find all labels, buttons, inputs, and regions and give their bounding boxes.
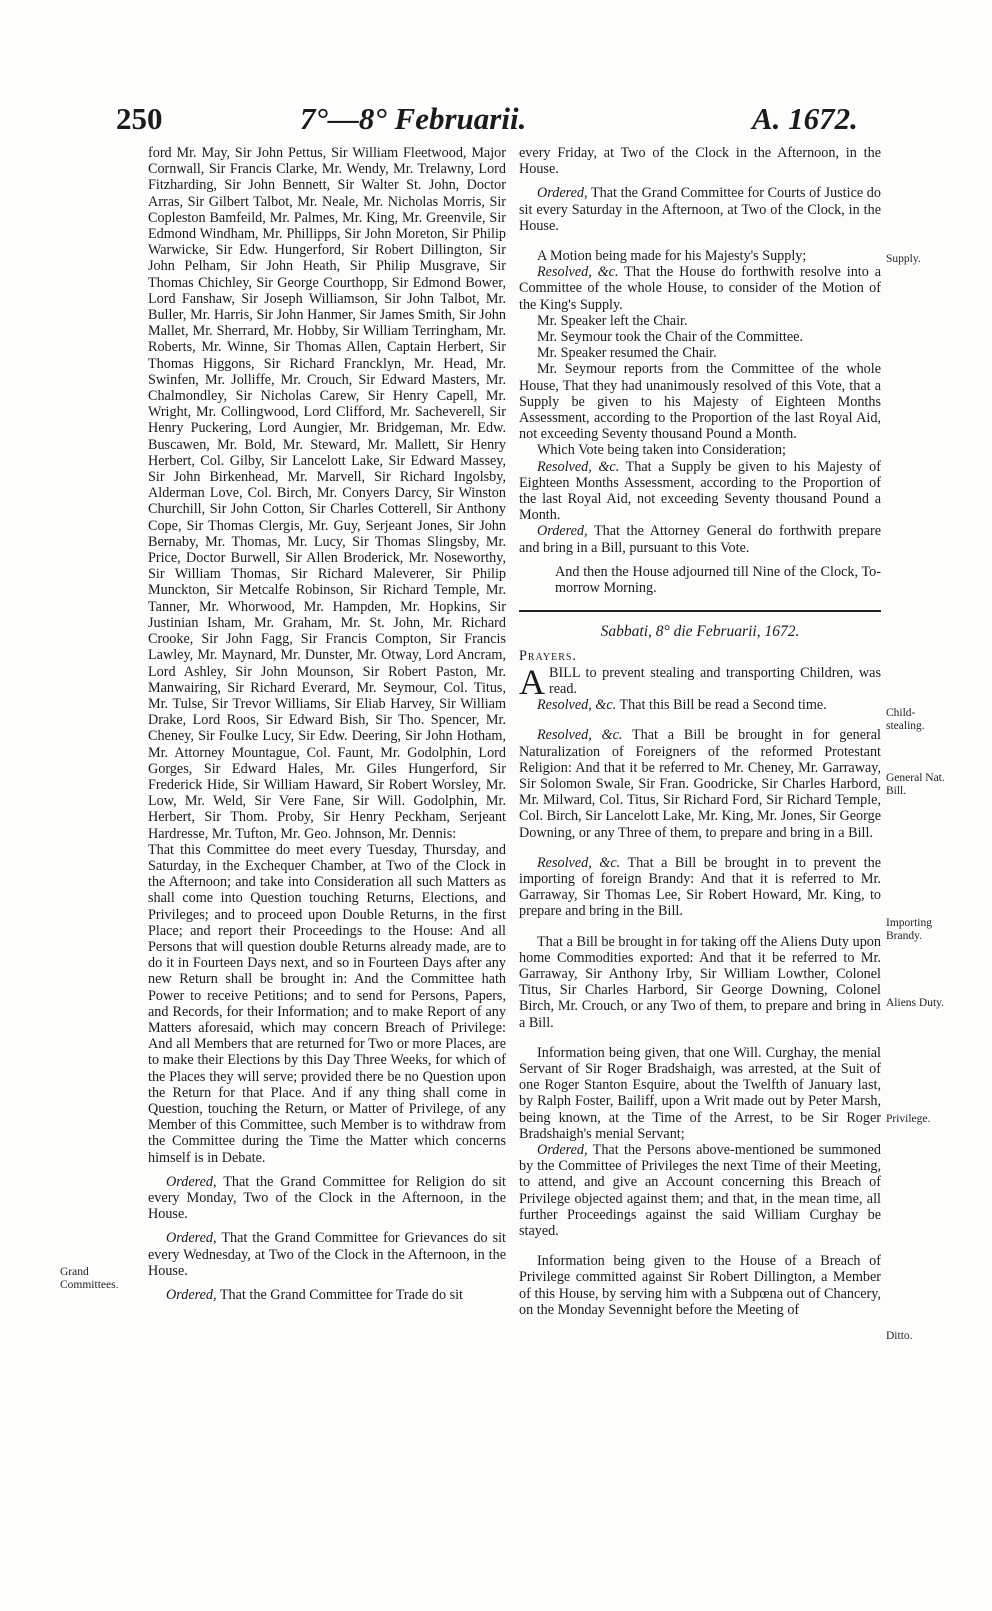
page-header xyxy=(0,101,992,149)
vote-consideration: Which Vote being taken into Consideration; xyxy=(537,442,786,459)
margin-note-supply: Supply. xyxy=(886,253,921,265)
ordered-label: Ordered, xyxy=(166,1230,217,1247)
trade-order: Ordered, That the Grand Committee for Trade do sit xyxy=(166,1287,463,1304)
summoned-order: Ordered, That the Persons above-mentioned be summoned by the Committee of Privileges the next Time of their Meeting, to attend, and give an Account concerning this Breach of Privilege objected against them; and that, in the mean time, all further Proceedings against the said William Curghay be stayed. xyxy=(519,1141,881,1239)
prayers-heading: Prayers. xyxy=(519,648,577,665)
aliens-duty-paragraph: That a Bill be brought in for taking off the Aliens Duty upon home Commodities exported: And that it be referred to Mr. Garraway, Sir Anthony Irby, Sir William Lowther, Colonel Titus, Sir Charles Harbord, Sir George Downing, Colonel Birch, Mr. Crouch, or any Two of them, to prepare and bring in a Bill. xyxy=(519,933,881,1031)
page-number: 250 xyxy=(116,101,163,136)
page-year: A. 1672. xyxy=(752,101,858,136)
speaker-left: Mr. Speaker left the Chair. xyxy=(537,312,688,329)
ordered-label: Ordered, xyxy=(166,1287,217,1304)
section-divider xyxy=(519,610,881,612)
child-stealing-bill: ABILL to prevent stealing and transporting Children, was read. xyxy=(519,661,881,702)
grievances-order: Ordered, That the Grand Committee for Grievances do sit every Wednesday, at Two of the Clock in the Afternoon, in the House. xyxy=(148,1230,506,1279)
margin-note-ditto: Ditto. xyxy=(886,1330,913,1342)
drop-cap: A xyxy=(519,661,545,702)
supply-motion: A Motion being made for his Majesty's Supply; xyxy=(537,248,807,265)
members-list: ford Mr. May, Sir John Pettus, Sir William Fleetwood, Major Cornwall, Sir Francis Clarke, Mr. Wendy, Mr. Trelawny, Lord Fitzharding, Sir John Bennett, Sir Walter St. John, Doctor Arras, Sir Gilbert Talbot, Mr. Neale, Mr. Nicholas Morris, Sir Copleston Bamfeild, Mr. Palmes, Mr. King, Mr. Greenvile, Sir Edmond Windham, Mr. Phillipps, Sir John Moreton, Sir Philip Warwicke, Sir Edw. Hungerford, Sir Robert Dillington, Sir John Pelham, Sir John Heath, Sir Philip Musgrave, Sir Thomas Chichley, Sir George Courthopp, Sir Edmond Bower, Lord Fanshaw, Sir Joseph Williamson, Sir John Talbot, Mr. Buller, Mr. Harris, Sir John Hanmer, Sir James Smith, Sir John Mallet, Mr. Sherrard, Mr. Hobby, Sir William Terringham, Mr. Roberts, Mr. Winne, Sir Thomas Allen, Captain Herbert, Sir Thomas Higgons, Sir Richard Francklyn, Mr. Head, Mr. Swinfen, Mr. Jolliffe, Mr. Crouch, Sir Edward Masters, Mr. Chalmondley, Sir Nicholas Carew, Sir Henry Capell, Mr. Wright, Mr. Collingwood, Lord Clifford, Mr. Sacheverell, Sir Henry Puckering, Lord Aungier, Mr. Bridgeman, Mr. Edw. Buscawen, Mr. Bold, Mr. Steward, Mr. Mallett, Sir Henry Herbert, Col. Gilby, Sir Lancelott Lake, Sir Edward Massey, Sir John Birkenhead, Mr. Marvell, Sir Richard Ingolsby, Alderman Love, Col. Birch, Mr. Conyers Darcy, Sir Winston Churchill, Sir John Cotton, Sir Charles Cotterell, Sir Anthony Cope, Sir Thomas Clergis, Mr. Guy, Serjeant Jones, Sir John Bernaby, Mr. Thomas, Mr. Lucy, Sir Thomas Slingsby, Mr. Price, Doctor Burwell, Sir Allen Broderick, Mr. Noseworthy, Sir William Thomas, Sir Richard Maleverer, Sir Philip Munckton, Sir Metcalfe Robinson, Sir Richard Temple, Mr. Tanner, Mr. Whorwood, Mr. Hampden, Mr. Hopkins, Sir Justinian Isham, Mr. Graham, Mr. St. John, Mr. Richard Crooke, Sir John Fagg, Sir Francis Compton, Sir Francis Lawley, Mr. Maynard, Mr. Dunster, Mr. Otway, Lord Ancram, Lord Ashley, Sir John Mounson, Sir Robert Paston, Mr. Manwairing, Sir Richard Everard, Mr. Seymour, Col. Titus, Mr. Tulse, Sir Trevor Williams, Sir Eliab Harvey, Sir William Drake, Lord Roos, Sir Edward Bish, Sir Tho. Spencer, Mr. Cheney, Sir Foulke Lucy, Sir Edw. Deering, Sir John Hotham, Mr. Attorney Mountague, Col. Faunt, Mr. Godolphin, Lord Gorges, Sir Edward Hales, Mr. Giles Hungerford, Sir Frederick Hide, Sir William Haward, Sir Robert Worsley, Mr. Low, Mr. Weld, Sir Vere Fane, Sir Will. Godolphin, Mr. Herbert, Sir Thom. Proby, Sir Henry Peckham, Serjeant Hardresse, Mr. Tufton, Mr. Geo. Johnson, Mr. Dennis: xyxy=(148,145,506,842)
seymour-report: Mr. Seymour reports from the Committee of the whole House, That they had unanimously resolved of this Vote, that a Supply be given to his Majesty of Eighteen Months Assessment, according to the Proportion of the last Royal Aid, not exceeding Seventy thousand Pound a Month. xyxy=(519,361,881,443)
margin-note-importing-brandy: Importing Brandy. xyxy=(886,917,932,942)
page-date-heading: 7°—8° Februarii. xyxy=(300,101,527,136)
brandy-resolution: Resolved, &c. That a Bill be brought in to prevent the importing of foreign Brandy: And that it is referred to Mr. Garraway, Sir Thomas Lee, Sir Robert Howard, Mr. King, to prepare and bring in the Bill. xyxy=(519,854,882,920)
courts-order: Ordered, That the Grand Committee for Courts of Justice do sit every Saturday in the Afternoon, at Two of the Clock, in the House. xyxy=(519,185,881,234)
committee-powers-paragraph: That this Committee do meet every Tuesday, Thursday, and Saturday, in the Exchequer Chamber, at Two of the Clock in the Afternoon; and take into Consideration all such Matters as shall come into Question touching Returns, Elections, and Privileges; and to proceed upon Double Returns, in the first Place; and report their Proceedings to the House: And all Persons that will question double Returns already made, are to do it in Fourteen Days next, and so in Fourteen Days after any new Return shall be brought in: And the Committee hath Power to receive Petitions; and to send for Persons, Papers, and Records, for their Information; and to make Report of any Matters aforesaid, which may concern Breach of Privilege: And all Members that are returned for Two or more Places, are to make their Elections by this Day Three Weeks, for which of the Places they will serve; provided there be no Question upon the Return for that Place. And if any thing shall come in Question, touching the Return, or Matter of Privilege, of any Member of this Committee, such Member is to withdraw from the Committee during the Time the Matter which concerns himself is in Debate. xyxy=(148,841,506,1166)
religion-order: Ordered, That the Grand Committee for Religion do sit every Monday, Two of the Clock in the Afternoon, in the House. xyxy=(148,1173,506,1223)
left-column xyxy=(148,145,506,1303)
trade-order-continued: every Friday, at Two of the Clock in the Afternoon, in the House. xyxy=(519,145,881,178)
second-reading: Resolved, &c. That this Bill be read a Second time. xyxy=(537,697,827,714)
speaker-resumed: Mr. Speaker resumed the Chair. xyxy=(537,345,717,362)
supply-resolution: Resolved, &c. That the House do forthwith resolve into a Committee of the whole House, to consider of the Motion of the King's Supply. xyxy=(519,264,881,313)
ordered-label: Ordered, xyxy=(166,1173,217,1190)
supply-given-resolution: Resolved, &c. That a Supply be given to his Majesty of Eighteen Months Assessment, according to the Proportion of the last Royal Aid, not exceeding Seventy thousand Pound a Month. xyxy=(519,458,881,524)
margin-note-aliens-duty: Aliens Duty. xyxy=(886,997,945,1009)
naturalization-resolution: Resolved, &c. That a Bill be brought in for general Naturalization of Foreigners of the reformed Protestant Religion: And that it be referred to Mr. Cheney, Mr. Garraway, Sir Solomon Swale, Sir Fran. Goodricke, Sir Charles Harbord, Mr. Milward, Col. Titus, Sir Richard Ford, Sir Richard Temple, Col. Birch, Sir Lancelott Lake, Mr. King, Mr. Jones, Sir George Downing, or any Three of them, to prepare and bring in a Bill. xyxy=(519,727,881,841)
dillington-information: Information being given to the House of a Breach of Privilege committed against Sir Robert Dillington, a Member of this House, by serving him with a Subpœna out of Chancery, on the Monday Sevennight before the Meeting of xyxy=(519,1253,881,1318)
seymour-took-chair: Mr. Seymour took the Chair of the Committee. xyxy=(537,329,803,346)
sabbati-heading: Sabbati, 8° die Februarii, 1672. xyxy=(600,623,800,641)
margin-note-general-nat: General Nat. Bill. xyxy=(886,772,945,797)
margin-note-privilege: Privilege. xyxy=(886,1113,931,1125)
curghay-information: Information being given, that one Will. Curghay, the menial Servant of Sir Roger Bradshaigh, was arrested, at the Suit of one Roger Stanton Esquire, about the Twelfth of January last, by Ralph Foster, Bailiff, upon a Writ made out by Peter Marsh, being known, at the Time of the Arrest, to be Sir Roger Bradshaigh's menial Servant; xyxy=(519,1044,881,1142)
right-column xyxy=(519,145,881,1318)
margin-note-grand-committees: Grand Committees. xyxy=(60,1266,119,1291)
margin-note-child-stealing: Child-stealing. xyxy=(886,707,925,732)
adjournment: And then the House adjourned till Nine of the Clock, To-morrow Morning. xyxy=(555,563,881,597)
attorney-order: Ordered, That the Attorney General do forthwith prepare and bring in a Bill, pursuant to this Vote. xyxy=(519,523,881,556)
